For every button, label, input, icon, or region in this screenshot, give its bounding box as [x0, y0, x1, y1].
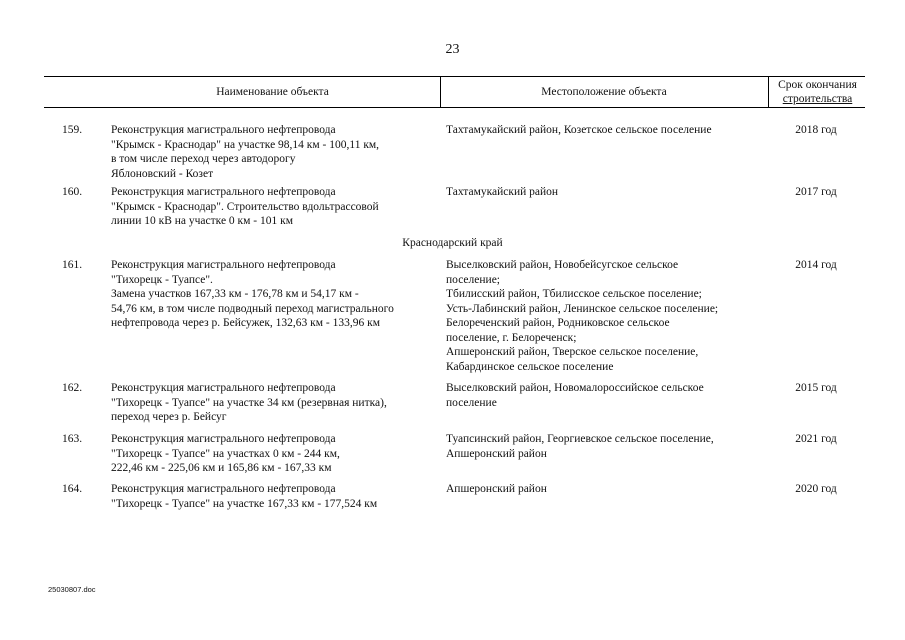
construction-deadline: 2017 год — [795, 186, 837, 198]
region-heading: Краснодарский край — [402, 237, 503, 249]
row-number: 161. — [62, 259, 83, 271]
object-location — [446, 258, 766, 374]
object-name — [111, 258, 436, 331]
object-name-line: в том числе переход через автодорогу — [111, 153, 296, 165]
object-name — [111, 185, 436, 229]
object-name-line: "Тихорецк - Туапсе" на участке 34 км (резервная нитка), — [111, 396, 387, 409]
object-name-line: Реконструкция магистрального нефтепровода — [111, 259, 336, 271]
table-header-top-rule — [44, 76, 865, 77]
object-location-line: Усть-Лабинский район, Ленинское сельское поселение; — [446, 302, 719, 315]
object-name-line: 222,46 км - 225,06 км и 165,86 км - 167,33 км — [111, 462, 332, 474]
object-name-line: Реконструкция магистрального нефтепровода — [111, 433, 336, 445]
row-number: 162. — [62, 382, 83, 394]
object-location-line: Апшеронский район, Тверское сельское поселение, — [446, 346, 699, 358]
header-location-column: Местоположение объекта — [541, 86, 667, 98]
object-location — [446, 432, 766, 461]
header-deadline-column — [770, 78, 865, 106]
object-name-line: Реконструкция магистрального нефтепровода — [111, 186, 336, 198]
object-name-line: Реконструкция магистрального нефтепровода — [111, 124, 336, 136]
object-name-line: "Тихорецк - Туапсе" на участке 167,33 км - 177,524 км — [111, 497, 378, 510]
object-name-line: Реконструкция магистрального нефтепровода — [111, 483, 336, 495]
table-header-divider-1 — [440, 76, 441, 107]
object-name — [111, 432, 436, 476]
object-location — [446, 185, 766, 200]
row-number: 164. — [62, 483, 83, 495]
object-location — [446, 482, 766, 497]
object-location-line: поселение, г. Белореченск; — [446, 331, 577, 344]
object-location-line: Апшеронский район — [446, 483, 547, 495]
object-location-line: Тахтамукайский район — [446, 186, 559, 198]
table-header-bottom-rule — [44, 107, 865, 108]
table-header-divider-2 — [768, 76, 769, 107]
row-number: 160. — [62, 186, 83, 198]
row-number: 163. — [62, 433, 83, 445]
object-location-line: Туапсинский район, Георгиевское сельское поселение, — [446, 433, 714, 445]
object-location-line: Тбилисский район, Тбилисское сельское поселение; — [446, 288, 702, 300]
construction-deadline: 2020 год — [795, 483, 837, 495]
object-name-line: Яблоновский - Козет — [111, 167, 214, 180]
object-name — [111, 123, 436, 181]
object-location — [446, 123, 766, 138]
object-location — [446, 381, 766, 410]
object-location-line: Выселковский район, Новомалороссийское сельское — [446, 382, 704, 394]
header-deadline-line-1: Срок окончания — [778, 79, 857, 91]
object-location-line: Белореченский район, Родниковское сельское — [446, 317, 670, 329]
object-name-line: Реконструкция магистрального нефтепровода — [111, 382, 336, 394]
object-name-line: "Тихорецк - Туапсе" на участках 0 км - 244 км, — [111, 447, 340, 460]
object-location-line: Тахтамукайский район, Козетское сельское поселение — [446, 124, 712, 136]
construction-deadline: 2018 год — [795, 124, 837, 136]
object-location-line: Апшеронский район — [446, 447, 547, 460]
header-deadline-line-2: строительства — [782, 93, 853, 105]
footer-file-code: 25030807.doc — [48, 585, 96, 594]
object-name-line: переход через р. Бейсуг — [111, 411, 227, 423]
header-name-column: Наименование объекта — [216, 86, 329, 98]
object-name-line: линии 10 кВ на участке 0 км - 101 км — [111, 215, 293, 227]
object-name-line: нефтепровода через р. Бейсужек, 132,63 км - 133,96 км — [111, 317, 380, 329]
object-name-line: 54,76 км, в том числе подводный переход магистрального — [111, 302, 394, 315]
object-name — [111, 381, 436, 425]
construction-deadline: 2015 год — [795, 382, 837, 394]
construction-deadline: 2021 год — [795, 433, 837, 445]
object-name-line: "Тихорецк - Туапсе". — [111, 273, 213, 286]
construction-deadline: 2014 год — [795, 259, 837, 271]
row-number: 159. — [62, 124, 83, 136]
object-name-line: "Крымск - Краснодар" на участке 98,14 км - 100,11 км, — [111, 138, 380, 151]
object-location-line: Кабардинское сельское поселение — [446, 360, 614, 373]
object-location-line: поселение — [446, 396, 497, 409]
object-name-line: Замена участков 167,33 км - 176,78 км и 54,17 км - — [111, 288, 359, 300]
page-number: 23 — [445, 42, 460, 57]
object-name-line: "Крымск - Краснодар". Строительство вдольтрассовой — [111, 200, 379, 213]
object-location-line: поселение; — [446, 273, 500, 286]
object-location-line: Выселковский район, Новобейсугское сельское — [446, 259, 679, 271]
object-name — [111, 482, 436, 511]
